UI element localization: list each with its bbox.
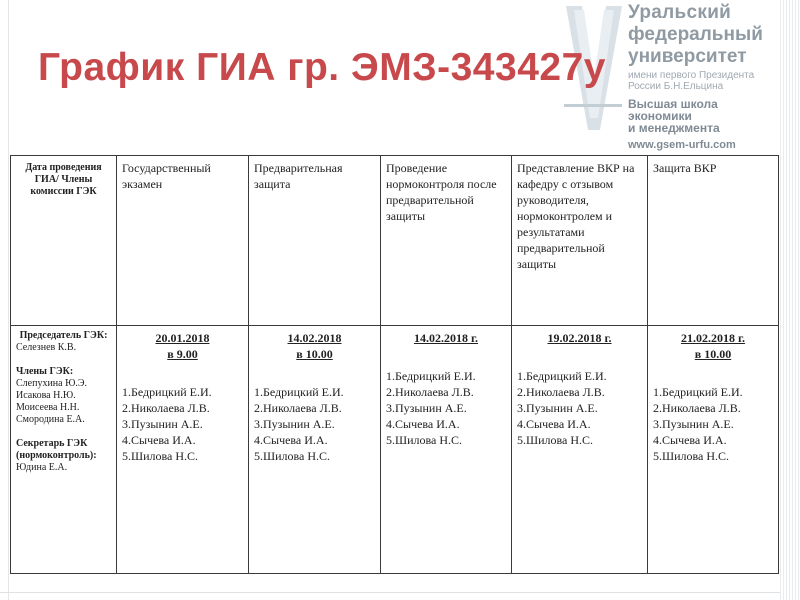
commission-member: 5.Шилова Н.С. <box>386 433 463 447</box>
commission-member: 1.Бедрицкий Е.И. <box>254 385 344 399</box>
commission-member: 2.Николаева Л.В. <box>254 401 342 415</box>
commission-member: 1.Бедрицкий Е.И. <box>122 385 212 399</box>
commission-member: 5.Шилова Н.С. <box>254 449 331 463</box>
commission-member: 2.Николаева Л.В. <box>386 385 474 399</box>
schedule-cell-submission <box>512 326 648 574</box>
table-row <box>11 326 779 574</box>
commission-member: 1.Бедрицкий Е.И. <box>653 385 743 399</box>
member-name: Моисеева Н.Н. <box>16 402 80 413</box>
event-time: в 10.00 <box>694 347 732 361</box>
page-title: График ГИА гр. ЭМЗ-343427у <box>38 46 606 89</box>
secretary-label: Секретарь ГЭК (нормоконтроль): <box>16 438 97 461</box>
schedule-cell-defense <box>648 326 779 574</box>
commission-member: 5.Шилова Н.С. <box>517 433 594 447</box>
commission-member: 4.Сычева И.А. <box>254 433 328 447</box>
member-name: Исакова Н.Ю. <box>16 390 76 401</box>
commission-member: 2.Николаева Л.В. <box>517 385 605 399</box>
event-time: в 9.00 <box>167 347 198 361</box>
header-date-members: Дата проведения ГИА/ Члены комиссии ГЭК <box>11 156 117 326</box>
schedule-cell-state-exam <box>117 326 249 574</box>
event-date: 20.01.2018 <box>155 331 210 345</box>
commission-member: 1.Бедрицкий Е.И. <box>386 369 476 383</box>
logo-line-2: федеральный <box>628 24 763 45</box>
schedule-cell-pre-defense <box>249 326 381 574</box>
commission-member: 5.Шилова Н.С. <box>122 449 199 463</box>
commission-member: 3.Пузынин А.Е. <box>122 417 203 431</box>
member-name: Слепухина Ю.Э. <box>16 378 87 389</box>
commission-member: 4.Сычева И.А. <box>386 417 460 431</box>
commission-member: 3.Пузынин А.Е. <box>386 401 467 415</box>
members-label: Члены ГЭК: <box>16 366 74 377</box>
commission-member: 3.Пузынин А.Е. <box>653 417 734 431</box>
event-date: 14.02.2018 <box>287 331 342 345</box>
commission-member: 4.Сычева И.А. <box>517 417 591 431</box>
commission-member: 4.Сычева И.А. <box>653 433 727 447</box>
header-submission: Представление ВКР на кафедру с отзывом руководителя, нормоконтролем и результатами предварительной защиты <box>512 156 648 326</box>
secretary-name: Юдина Е.А. <box>16 462 68 473</box>
member-name: Смородина Е.А. <box>16 414 85 425</box>
bottom-border <box>0 592 780 593</box>
chair-name: Селезнев К.В. <box>16 342 77 353</box>
chair-label: Председатель ГЭК: <box>19 330 108 341</box>
commission-member: 4.Сычева И.А. <box>122 433 196 447</box>
header-norm-control: Проведение нормоконтроля после предварительной защиты <box>381 156 512 326</box>
commission-member: 3.Пузынин А.Е. <box>517 401 598 415</box>
logo-url: www.gsem-urfu.com <box>628 139 736 151</box>
table-header-row <box>11 156 779 326</box>
logo-line-7: экономики <box>628 109 692 123</box>
commission-member: 3.Пузынин А.Е. <box>254 417 335 431</box>
schedule-table <box>10 155 779 574</box>
commission-member: 5.Шилова Н.С. <box>653 449 730 463</box>
header-defense: Защита ВКР <box>648 156 779 326</box>
event-date: 19.02.2018 г. <box>547 331 612 345</box>
left-border <box>8 0 9 600</box>
logo-line-1: Уральский <box>628 2 732 23</box>
event-date: 14.02.2018 г. <box>413 331 479 345</box>
event-date: 21.02.2018 г. <box>680 331 746 345</box>
commission-member: 2.Николаева Л.В. <box>122 401 210 415</box>
logo-line-3: университет <box>628 46 747 67</box>
logo-line-8: и менеджмента <box>628 121 720 135</box>
commission-member: 2.Николаева Л.В. <box>653 401 741 415</box>
committee-cell <box>11 326 117 574</box>
logo-line-6: Высшая школа <box>628 97 718 111</box>
logo-line-5: России Б.Н.Ельцина <box>628 81 724 92</box>
event-time: в 10.00 <box>296 347 333 361</box>
logo-line-4: имени первого Президента <box>628 70 755 81</box>
schedule-cell-norm-control <box>381 326 512 574</box>
header-state-exam: Государственный экзамен <box>117 156 249 326</box>
header-pre-defense: Предварительная защита <box>249 156 381 326</box>
side-decoration <box>780 0 800 600</box>
commission-member: 1.Бедрицкий Е.И. <box>517 369 607 383</box>
